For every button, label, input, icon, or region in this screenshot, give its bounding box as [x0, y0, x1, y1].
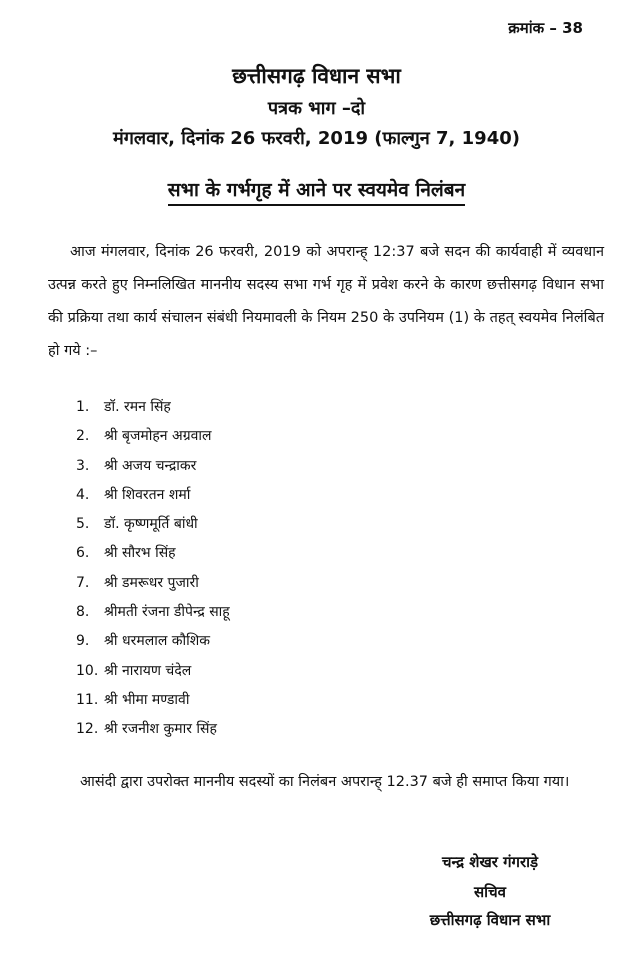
signatory-office: छत्तीसगढ़ विधान सभा	[429, 911, 551, 929]
assembly-title: छत्तीसगढ़ विधान सभा	[232, 64, 401, 88]
item-number: 2.	[76, 428, 90, 445]
member-name: श्री अजय चन्द्राकर	[104, 457, 197, 474]
list-item	[76, 452, 230, 481]
list-item	[76, 393, 230, 422]
list-item	[76, 510, 230, 539]
list-item	[76, 715, 230, 744]
closing-paragraph: आसंदी द्वारा उपरोक्त माननीय सदस्यों का निलंबन अपरान्ह् 12.37 बजे ही समाप्त किया गया।	[80, 774, 570, 790]
item-number: 4.	[76, 486, 90, 503]
member-name: श्री धरमलाल कौशिक	[104, 633, 211, 650]
intro-paragraph: आज मंगलवार, दिनांक 26 फरवरी, 2019 को अपरान्ह् 12:37 बजे सदन की कार्यवाही में व्यवधान उत्पन्न करते हुए निम्नलिखित माननीय सदस्य सभा गर्भ गृह में प्रवेश करने के कारण छत्तीसगढ़ विधान सभा की प्रक्रिया तथा कार्य संचालन संबंधी नियमावली के नियम 250 के उपनियम (1) के तहत् स्वयमेव निलंबित हो गये :–	[48, 244, 604, 359]
list-item	[76, 481, 230, 510]
list-item	[76, 657, 230, 686]
item-number: 8.	[76, 604, 90, 621]
item-number: 6.	[76, 545, 90, 562]
member-name: श्री नारायण चंदेल	[104, 662, 192, 679]
signatory-name: चन्द्र शेखर गंगराड़े	[441, 853, 539, 871]
bulletin-part: पत्रक भाग –दो	[267, 98, 366, 119]
member-name: श्री सौरभ सिंह	[104, 545, 176, 562]
member-name: श्रीमती रंजना डीपेन्द्र साहू	[104, 604, 230, 621]
item-number: 9.	[76, 633, 90, 650]
member-name: डॉ. कृष्णमूर्ति बांधी	[104, 516, 198, 533]
item-number: 1.	[76, 399, 90, 415]
item-number: 5.	[76, 516, 90, 533]
item-number: 11.	[76, 691, 99, 708]
item-number: 12.	[76, 721, 99, 738]
suspended-members-list	[76, 393, 230, 745]
subject-heading	[0, 176, 633, 202]
list-item	[76, 569, 230, 598]
item-number: 10.	[76, 662, 99, 679]
item-number: 3.	[76, 457, 90, 474]
subject-text: सभा के गर्भगृह में आने पर स्वयमेव निलंबन	[168, 179, 465, 206]
member-name: श्री रजनीश कुमार सिंह	[104, 721, 217, 738]
serial-number: क्रमांक – 38	[508, 19, 583, 37]
signatory-designation: सचिव	[474, 883, 506, 901]
bulletin-date: मंगलवार, दिनांक 26 फरवरी, 2019 (फाल्गुन 7, 1940)	[113, 128, 520, 149]
item-number: 7.	[76, 574, 90, 591]
member-name: श्री डमरूधर पुजारी	[104, 574, 199, 591]
list-item	[76, 627, 230, 656]
list-item	[76, 422, 230, 451]
list-item	[76, 598, 230, 627]
list-item	[76, 539, 230, 568]
member-name: डॉ. रमन सिंह	[104, 399, 171, 415]
member-name: श्री बृजमोहन अग्रवाल	[104, 428, 212, 445]
member-name: श्री शिवरतन शर्मा	[104, 486, 191, 503]
list-item	[76, 686, 230, 715]
member-name: श्री भीमा मण्डावी	[104, 691, 190, 708]
